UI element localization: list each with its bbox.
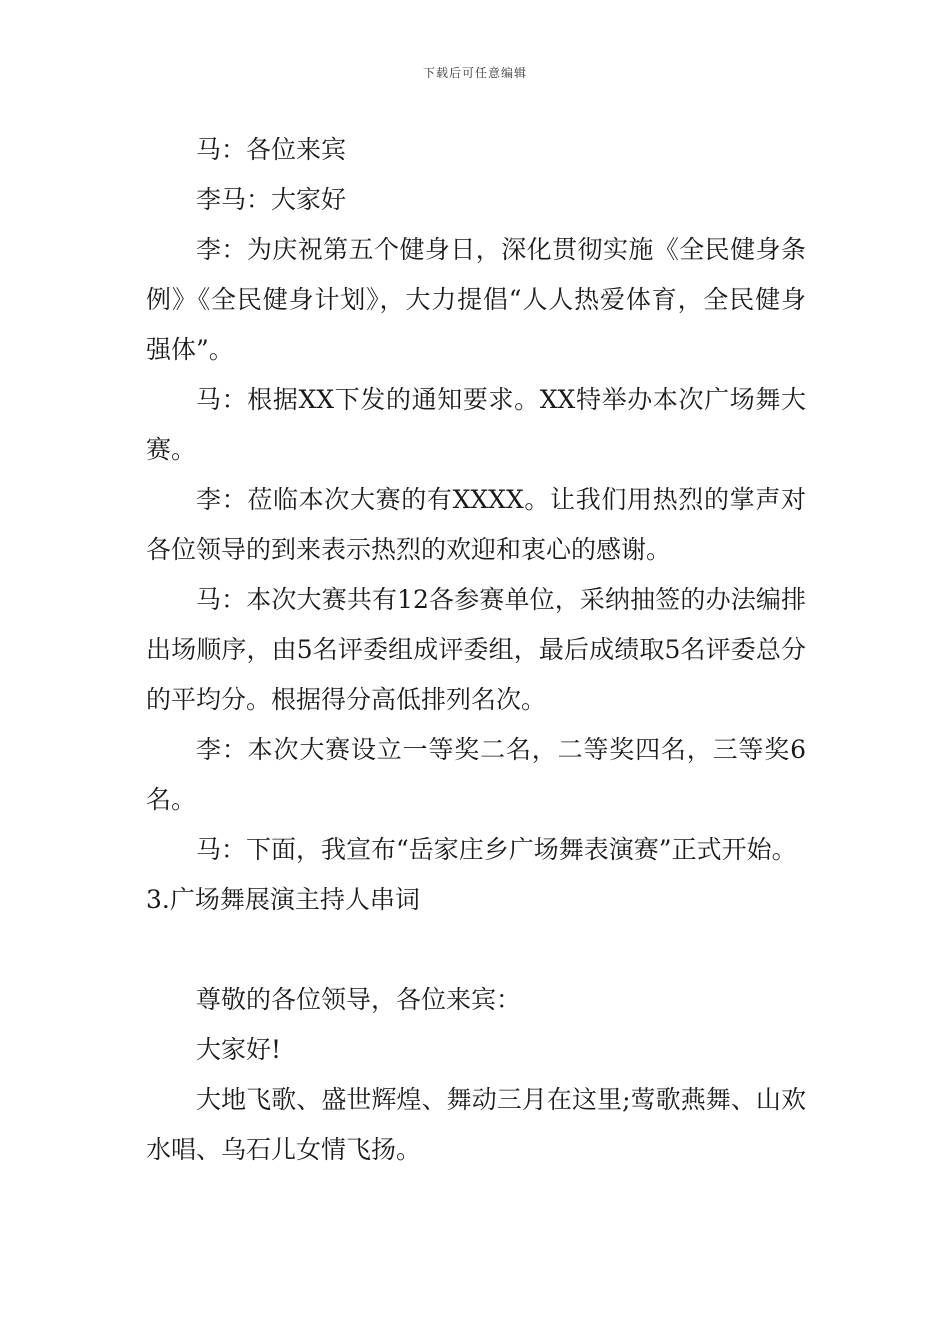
- document-body: [146, 125, 806, 1175]
- paragraph: 李马：大家好: [196, 185, 347, 214]
- paragraph: 马：根据XX下发的通知要求。XX特举办本次广场舞大赛。: [146, 385, 806, 464]
- paragraph: 大家好!: [196, 1035, 282, 1064]
- blank-line: [146, 925, 806, 975]
- paragraph: 李：为庆祝第五个健身日，深化贯彻实施《全民健身条例》《全民健身计划》，大力提倡“人人热爱体育，全民健身强体”。: [146, 235, 806, 364]
- paragraph: 马：各位来宾: [196, 135, 347, 164]
- paragraph: 李：本次大赛设立一等奖二名，二等奖四名，三等奖6名。: [146, 735, 806, 814]
- page-header: 下载后可任意编辑: [422, 66, 527, 80]
- paragraph: 李：莅临本次大赛的有XXXX。让我们用热烈的掌声对各位领导的到来表示热烈的欢迎和衷心的感谢。: [146, 485, 806, 564]
- section-heading: 3.广场舞展演主持人串词: [146, 885, 420, 914]
- paragraph: 大地飞歌、盛世辉煌、舞动三月在这里;莺歌燕舞、山欢水唱、乌石儿女情飞扬。: [146, 1085, 806, 1164]
- paragraph: 尊敬的各位领导，各位来宾：: [196, 985, 522, 1014]
- paragraph: 马：下面，我宣布“岳家庄乡广场舞表演赛”正式开始。: [196, 835, 797, 864]
- paragraph: 马：本次大赛共有12各参赛单位，采纳抽签的办法编排出场顺序，由5名评委组成评委组，最后成绩取5名评委总分的平均分。根据得分高低排列名次。: [146, 585, 806, 714]
